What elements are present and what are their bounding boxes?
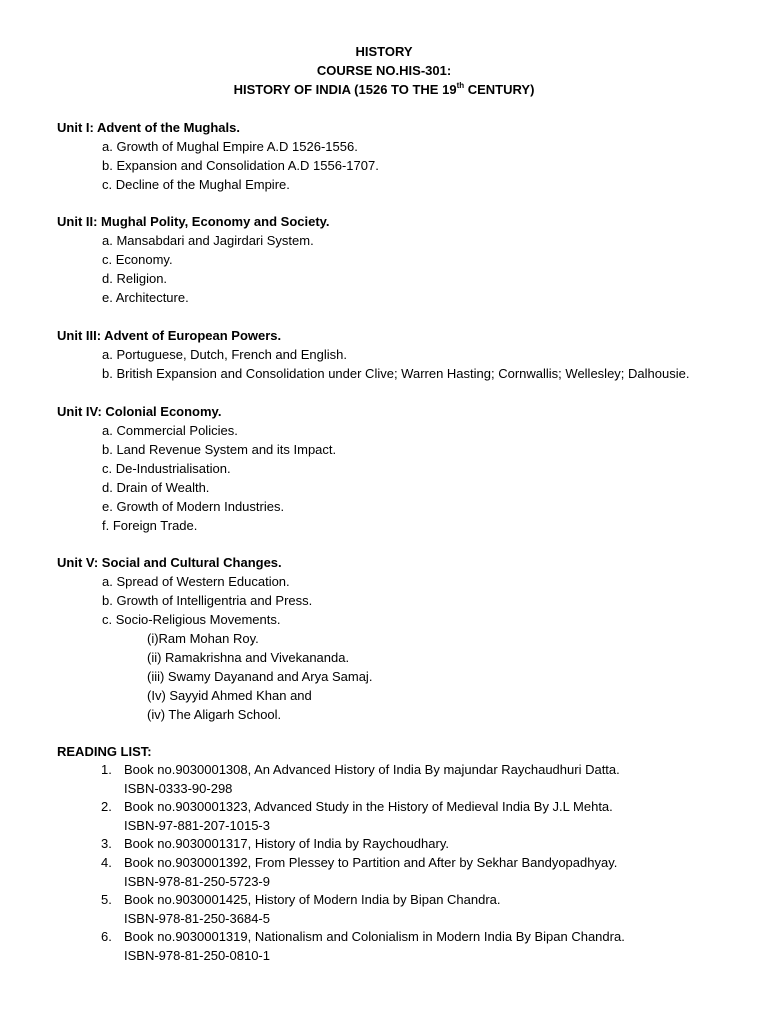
book-number: 2. bbox=[101, 799, 112, 815]
unit-5 bbox=[57, 553, 372, 724]
unit-subitem: (i)Ram Mohan Roy. bbox=[147, 631, 259, 646]
book-entry bbox=[57, 798, 747, 835]
reading-list bbox=[57, 742, 747, 966]
book-isbn: ISBN-978-81-250-3684-5 bbox=[124, 910, 270, 926]
unit-title: Unit I: Advent of the Mughals. bbox=[57, 120, 240, 135]
unit-item: b. Expansion and Consolidation A.D 1556-1707. bbox=[102, 158, 379, 173]
unit-item: f. Foreign Trade. bbox=[102, 518, 198, 533]
unit-item: e. Growth of Modern Industries. bbox=[102, 499, 285, 514]
unit-item: a. Spread of Western Education. bbox=[102, 574, 290, 589]
book-number: 5. bbox=[101, 892, 112, 908]
course-title-end: CENTURY) bbox=[464, 82, 535, 97]
book-entry bbox=[57, 761, 747, 798]
unit-item: c. Decline of the Mughal Empire. bbox=[102, 177, 290, 192]
reading-list-title: READING LIST: bbox=[57, 744, 152, 759]
book-isbn: ISBN-978-81-250-5723-9 bbox=[124, 873, 270, 889]
book-number: 1. bbox=[101, 762, 112, 777]
header-course-number: COURSE NO.HIS-301: bbox=[316, 63, 452, 78]
book-title: Book no.9030001317, History of India by Raychoudhary. bbox=[124, 836, 449, 852]
book-number: 4. bbox=[101, 854, 112, 870]
book-isbn: ISBN-97-881-207-1015-3 bbox=[124, 817, 270, 833]
book-number: 6. bbox=[101, 929, 112, 945]
unit-item: a. Growth of Mughal Empire A.D 1526-1556. bbox=[102, 139, 358, 154]
book-title: Book no.9030001308, An Advanced History of India By majundar Raychaudhuri Datta. bbox=[124, 762, 620, 777]
book-title: Book no.9030001323, Advanced Study in the History of Medieval India By J.L Mehta. bbox=[124, 799, 613, 815]
unit-3 bbox=[57, 326, 689, 383]
unit-subitem: (iv) The Aligarh School. bbox=[147, 707, 282, 722]
header-subject: HISTORY bbox=[355, 44, 413, 59]
unit-item: b. Growth of Intelligentria and Press. bbox=[102, 593, 313, 608]
unit-item: c. De-Industrialisation. bbox=[102, 461, 231, 476]
unit-item: a. Portuguese, Dutch, French and English. bbox=[102, 347, 347, 362]
course-title-main: HISTORY OF INDIA (1526 TO THE 19 bbox=[233, 82, 457, 97]
unit-4 bbox=[57, 402, 336, 535]
book-number: 3. bbox=[101, 836, 112, 852]
unit-subitem: (iii) Swamy Dayanand and Arya Samaj. bbox=[147, 669, 373, 684]
course-title-superscript: th bbox=[456, 80, 465, 90]
unit-item: a. Mansabdari and Jagirdari System. bbox=[102, 233, 314, 248]
unit-subitem: (ii) Ramakrishna and Vivekananda. bbox=[147, 650, 350, 665]
unit-item: e. Architecture. bbox=[102, 290, 189, 305]
unit-title: Unit V: Social and Cultural Changes. bbox=[57, 555, 282, 570]
book-entry bbox=[57, 891, 747, 928]
book-isbn: ISBN-0333-90-298 bbox=[124, 780, 233, 796]
unit-title: Unit IV: Colonial Economy. bbox=[57, 404, 222, 419]
unit-item: b. British Expansion and Consolidation under Clive; Warren Hasting; Cornwallis; Wellesley; Dalhousie. bbox=[102, 366, 690, 381]
book-title: Book no.9030001425, History of Modern India by Bipan Chandra. bbox=[124, 892, 501, 908]
unit-item: b. Land Revenue System and its Impact. bbox=[102, 442, 337, 457]
unit-subitem: (Iv) Sayyid Ahmed Khan and bbox=[147, 688, 312, 703]
unit-title: Unit III: Advent of European Powers. bbox=[57, 328, 282, 343]
unit-2 bbox=[57, 212, 330, 307]
unit-item: d. Religion. bbox=[102, 271, 168, 286]
book-title: Book no.9030001392, From Plessey to Partition and After by Sekhar Bandyopadhyay. bbox=[124, 854, 618, 870]
book-entry bbox=[57, 928, 747, 965]
unit-item: c. Socio-Religious Movements. bbox=[102, 612, 281, 627]
book-title: Book no.9030001319, Nationalism and Colonialism in Modern India By Bipan Chandra. bbox=[124, 929, 625, 945]
unit-item: d. Drain of Wealth. bbox=[102, 480, 210, 495]
book-entry bbox=[57, 835, 747, 854]
unit-item: c. Economy. bbox=[102, 252, 173, 267]
unit-item: a. Commercial Policies. bbox=[102, 423, 238, 438]
unit-1 bbox=[57, 118, 379, 194]
unit-title: Unit II: Mughal Polity, Economy and Society. bbox=[57, 214, 330, 229]
book-entry bbox=[57, 854, 747, 891]
header-course-title bbox=[0, 80, 768, 99]
book-isbn: ISBN-978-81-250-0810-1 bbox=[124, 947, 270, 963]
